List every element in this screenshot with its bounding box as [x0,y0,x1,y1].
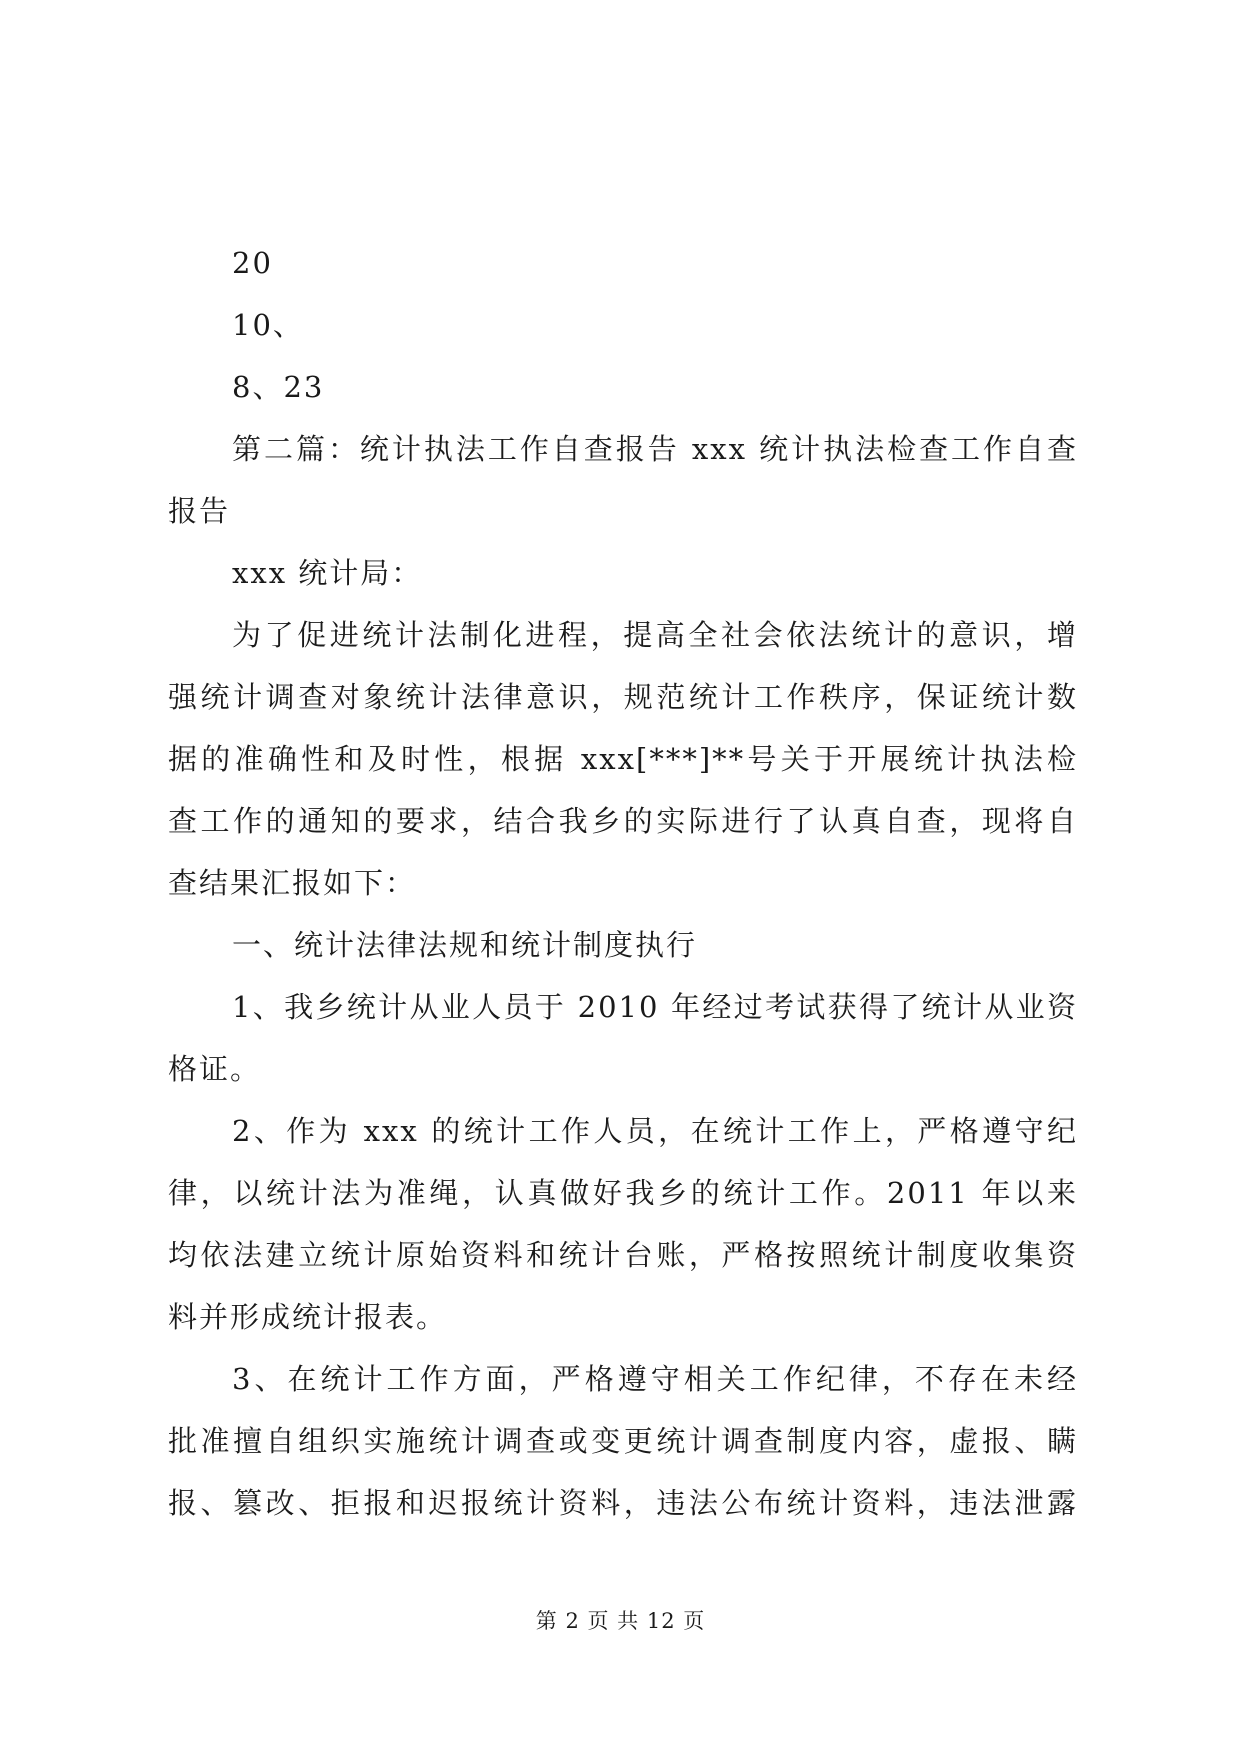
section-title: 第二篇：统计执法工作自查报告 xxx 统计执法检查工作自查 [232,432,1078,466]
paragraph-line: 查工作的通知的要求，结合我乡的实际进行了认真自查，现将自 [168,804,1078,838]
paragraph-line: 料并形成统计报表。 [168,1300,448,1334]
heading-one: 一、统计法律法规和统计制度执行 [232,928,698,962]
date-line-month: 10、 [232,308,304,342]
paragraph-line: 1、我乡统计从业人员于 2010 年经过考试获得了统计从业资 [232,990,1078,1024]
paragraph-line: 查结果汇报如下： [168,866,417,900]
paragraph-line: 据的准确性和及时性，根据 xxx[***]**号关于开展统计执法检 [168,742,1078,776]
paragraph-line: 格证。 [168,1052,262,1086]
page-number-footer: 第 2 页 共 12 页 [535,1609,706,1633]
paragraph-line: 报、篡改、拒报和迟报统计资料，违法公布统计资料，违法泄露 [168,1486,1078,1520]
section-title-continued: 报告 [168,494,231,528]
date-line-day: 8、23 [232,370,325,404]
paragraph-line: 为了促进统计法制化进程，提高全社会依法统计的意识，增 [232,618,1078,652]
paragraph-line: 律，以统计法为准绳，认真做好我乡的统计工作。2011 年以来 [168,1176,1078,1210]
document-body [168,232,1078,1534]
date-line-year: 20 [232,246,273,280]
paragraph-line: 3、在统计工作方面，严格遵守相关工作纪律，不存在未经 [232,1362,1078,1396]
paragraph-line: 强统计调查对象统计法律意识，规范统计工作秩序，保证统计数 [168,680,1078,714]
paragraph-line: 批准擅自组织实施统计调查或变更统计调查制度内容，虚报、瞒 [168,1424,1078,1458]
paragraph-line: 均依法建立统计原始资料和统计台账，严格按照统计制度收集资 [168,1238,1078,1272]
salutation: xxx 统计局： [232,556,423,590]
paragraph-line: 2、作为 xxx 的统计工作人员，在统计工作上，严格遵守纪 [232,1114,1078,1148]
